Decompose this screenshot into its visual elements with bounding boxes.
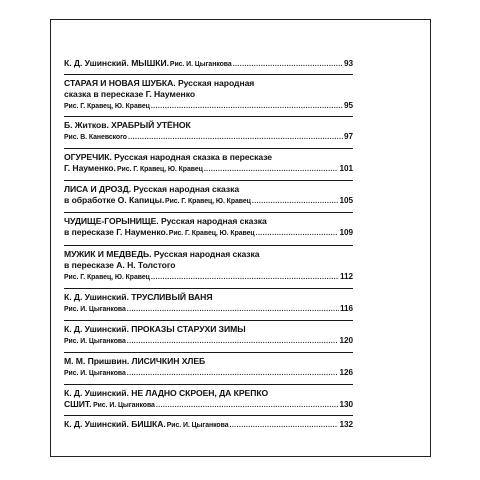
toc-line (64, 367, 353, 379)
toc-title-text: МУЖИК И МЕДВЕДЬ. Русская народная сказка (64, 249, 260, 259)
toc-title-text: в обработке О. Капицы. (64, 195, 165, 205)
illustrator-credit: Рис. И. Цыганкова (93, 402, 155, 409)
toc-title-text: СШИТ. (64, 399, 92, 409)
page-number: 130 (339, 400, 353, 409)
toc-title-text: К. Д. Ушинский. МЫШКИ. (64, 58, 169, 68)
illustrator-credit: Рис. Г. Кравец, Ю. Кравец (168, 230, 255, 237)
toc-entry (64, 74, 353, 116)
toc-line (64, 163, 353, 175)
toc-title-text: К. Д. Ушинский. БИШКА. (64, 419, 166, 429)
toc-line (64, 271, 353, 283)
page-number: 132 (339, 420, 353, 429)
dot-leader (256, 228, 339, 239)
dot-leader (151, 101, 343, 112)
toc-title-text: М. М. Пришвин. ЛИСИЧКИН ХЛЕБ (64, 356, 206, 366)
toc-entry (64, 352, 353, 384)
dot-leader (127, 336, 339, 347)
dot-leader (127, 304, 339, 315)
illustrator-credit: Рис. В. Каневского (64, 134, 127, 141)
toc-line (64, 303, 353, 315)
toc-line (64, 120, 353, 131)
toc-title-text: К. Д. Ушинский. ПРОКАЗЫ СТАРУХИ ЗИМЫ (64, 324, 246, 334)
toc-title-text: ОГУРЕЧИК. Русская народная сказка в пересказе (64, 152, 273, 162)
toc-line (64, 324, 353, 335)
toc-line (64, 356, 353, 367)
toc-line (64, 260, 353, 271)
illustrator-credit: Рис. Г. Кравец, Ю. Кравец (64, 103, 150, 110)
toc-line (64, 195, 353, 207)
toc-title-text: К. Д. Ушинский. НЕ ЛАДНО СКРОЕН, ДА КРЕПКО (64, 388, 269, 398)
page-number: 101 (339, 164, 353, 173)
dot-leader (151, 272, 339, 283)
toc-title-text: СТАРАЯ И НОВАЯ ШУБКА. Русская народная (64, 78, 255, 88)
toc-line (64, 58, 353, 70)
page-number: 97 (343, 132, 353, 141)
toc-entry (64, 245, 353, 288)
page-number: 112 (339, 272, 353, 281)
page-number: 120 (339, 336, 353, 345)
dot-leader (233, 59, 343, 70)
toc-title-text: ЧУДИЩЕ-ГОРЫНИЩЕ. Русская народная сказка (64, 216, 267, 226)
page-number: 105 (339, 196, 353, 205)
table-of-contents (64, 58, 353, 431)
toc-entry (64, 415, 353, 431)
illustrator-credit: Рис. И. Цыганкова (64, 338, 126, 345)
toc-entry (64, 148, 353, 180)
illustrator-credit: Рис. Г. Кравец, Ю. Кравец (165, 198, 251, 205)
illustrator-credit: Рис. Г. Кравец, Ю. Кравец (117, 166, 203, 173)
dot-leader (127, 368, 339, 379)
toc-title-text: в пересказе Г. Науменко. (64, 227, 169, 237)
toc-line (64, 89, 353, 100)
toc-line (64, 131, 353, 143)
toc-title-text: в пересказе А. Н. Толстого (64, 260, 176, 270)
toc-entry (64, 180, 353, 212)
page-number: 93 (343, 59, 353, 68)
toc-line (64, 388, 353, 399)
toc-entry (64, 384, 353, 415)
toc-line (64, 292, 353, 303)
toc-entry (64, 288, 353, 320)
toc-line (64, 184, 353, 195)
toc-entry (64, 116, 353, 148)
dot-leader (252, 196, 339, 207)
toc-entry (64, 212, 353, 245)
toc-line (64, 419, 353, 431)
toc-line (64, 249, 353, 260)
toc-line (64, 152, 353, 163)
toc-line (64, 216, 353, 227)
illustrator-credit: Рис. Г. Кравец, Ю. Кравец (64, 274, 150, 281)
toc-title-text: сказка в пересказе Г. Науменко (64, 89, 196, 99)
page-number: 116 (339, 304, 353, 313)
toc-title-text: ЛИСА И ДРОЗД. Русская народная сказка (64, 184, 240, 194)
dot-leader (204, 164, 339, 175)
toc-line (64, 100, 353, 112)
page-number: 95 (343, 101, 353, 110)
toc-title-text: Б. Житков. ХРАБРЫЙ УТЁНОК (64, 120, 191, 130)
illustrator-credit: Рис. И. Цыганкова (166, 422, 229, 429)
toc-line (64, 399, 353, 411)
toc-line (64, 78, 353, 89)
toc-entry (64, 58, 353, 74)
dot-leader (128, 132, 343, 143)
page-number: 126 (339, 368, 353, 377)
toc-line (64, 227, 353, 239)
dot-leader (156, 400, 339, 411)
toc-line (64, 335, 353, 347)
illustrator-credit: Рис. И. Цыганкова (169, 61, 232, 68)
toc-entry (64, 320, 353, 352)
toc-title-text: Г. Науменко. (64, 163, 116, 173)
toc-title-text: К. Д. Ушинский. ТРУСЛИВЫЙ ВАНЯ (64, 292, 213, 302)
illustrator-credit: Рис. И. Цыганкова (64, 370, 126, 377)
dot-leader (229, 420, 338, 431)
illustrator-credit: Рис. И. Цыганкова (64, 306, 126, 313)
page-number: 109 (339, 228, 353, 237)
